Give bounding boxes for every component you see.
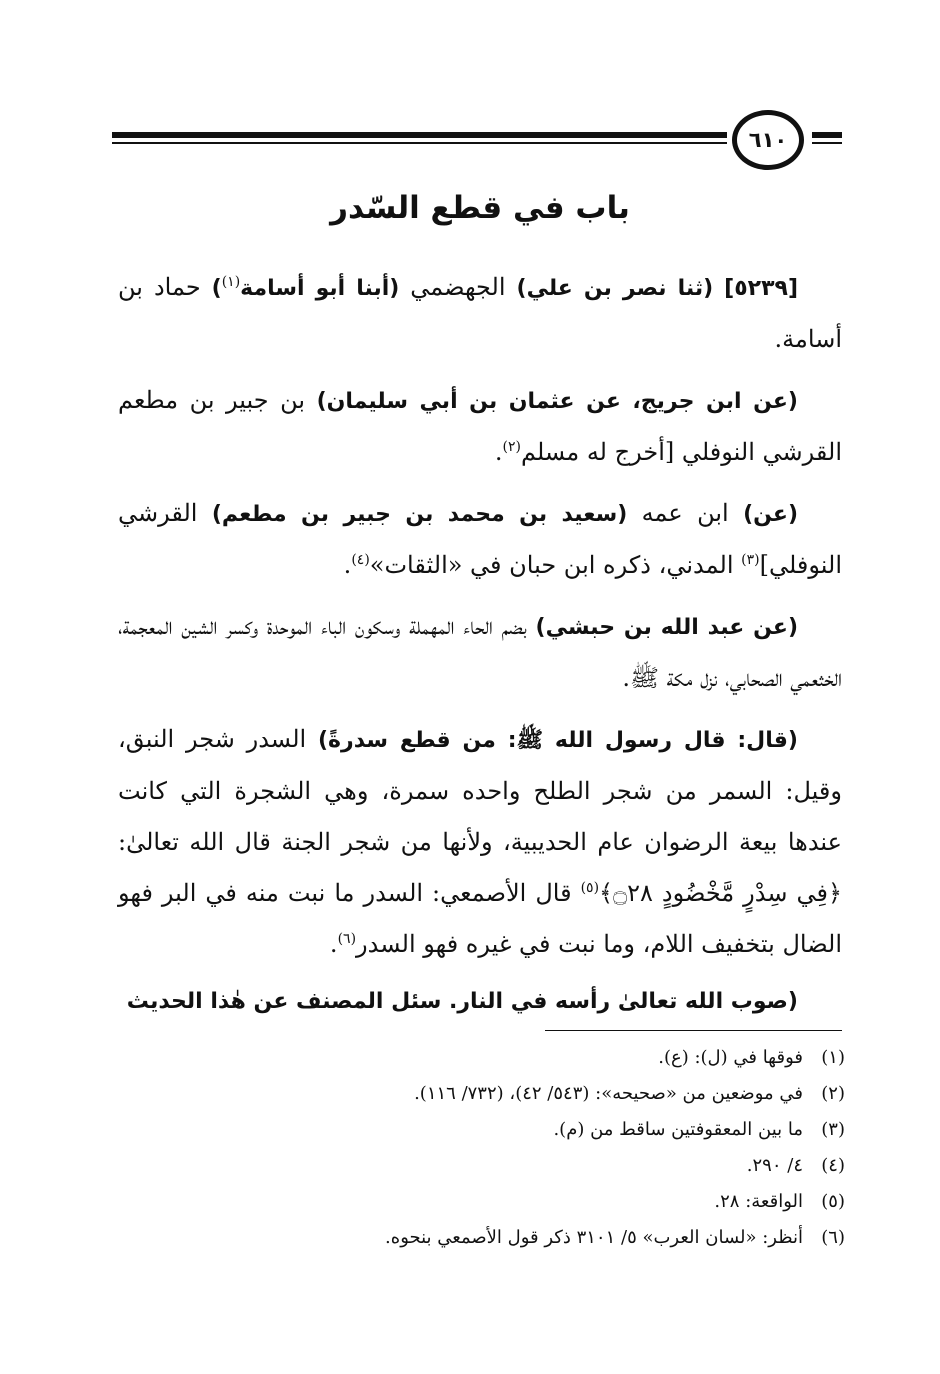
commentary-text: القرشي النوفلي] [118, 499, 842, 579]
footnote-number: (٣) [821, 1119, 845, 1140]
commentary-text: . [494, 438, 503, 466]
commentary-text: الجهضمي [399, 273, 517, 301]
commentary-text: حماد بن أسامة. [118, 273, 842, 353]
narrator-chain: (عن عبد الله بن حبشي) [535, 615, 799, 640]
footnotes-list [200, 1040, 845, 1256]
narrator-chain: (سعيد بن محمد بن جبير بن مطعم) [211, 502, 628, 527]
footnote-text: أنظر: «لسان العرب» ٥/ ٣١٠١ ذكر قول الأصمعي بنحوه. [385, 1227, 803, 1248]
narrator-chain: [٥٢٣٩] (ثنا نصر بن علي) [516, 276, 798, 301]
narrator-chain: ) [211, 276, 222, 301]
main-text [118, 262, 842, 1037]
footnote-ref: (٦) [337, 931, 357, 947]
commentary-text: . [329, 930, 338, 958]
footnote-ref: (١) [221, 274, 241, 290]
commentary-text: . [343, 551, 352, 579]
footnote-ref: (٣) [741, 552, 760, 568]
hadith-text: (قال: قال رسول الله ﷺ: من قطع سدرةً) [317, 728, 798, 753]
footnote-item [200, 1220, 845, 1256]
footnote-item [200, 1076, 845, 1112]
header-rule-right-thick [812, 132, 842, 138]
commentary-text: بضم الحاء المهملة وسكون الباء الموحدة وكسر الشين المعجمة، الخثعمي الصحابي، نزل مكة ﷺ. [118, 612, 842, 692]
footnote-text: الواقعة: ٢٨. [714, 1191, 803, 1212]
footnote-item [200, 1148, 845, 1184]
narrator-chain: (عن ابن جريج، عن عثمان بن أبي سليمان) [316, 389, 798, 414]
paragraph-5 [118, 714, 842, 970]
footnote-item [200, 1040, 845, 1076]
chapter-title: باب في قطع السّدر [330, 190, 630, 226]
paragraph-6 [118, 975, 842, 1027]
header-rule-right-thin [812, 142, 842, 144]
footnote-item [200, 1112, 845, 1148]
paragraph-2 [118, 375, 842, 478]
footnote-ref: (٢) [502, 439, 521, 455]
commentary-text: المدني، ذكره ابن حبان في «الثقات» [369, 551, 742, 579]
footnote-separator [545, 1030, 842, 1031]
footnote-number: (٦) [821, 1227, 845, 1248]
commentary-text: بن جبير بن مطعم القرشي النوفلي [أخرج له مسلم [118, 386, 842, 466]
commentary-text: ابن عمه [627, 499, 744, 527]
paragraph-4 [118, 601, 842, 704]
commentary-text: قال الأصمعي: السدر ما نبت منه في البر فهو الضال بتخفيف اللام، وما نبت في غيره فهو السدر [118, 879, 842, 958]
footnote-number: (٢) [821, 1083, 845, 1104]
narrator-chain: (أبنا أبو أسامة [240, 276, 400, 301]
footnote-number: (١) [821, 1047, 845, 1068]
footnote-text: ما بين المعقوفتين ساقط من (م). [553, 1119, 803, 1140]
footnote-text: في موضعين من «صحيحه»: (٥٤٣/ ٤٢)، (٧٣٢/ ١١٦). [414, 1083, 803, 1104]
paragraph-3 [118, 488, 842, 591]
header-rule-thin [112, 142, 727, 144]
footnote-text: ٤/ ٢٩٠. [746, 1155, 803, 1176]
page-number: ٦١٠ [732, 110, 804, 170]
narrator-chain: (عن) [743, 502, 799, 527]
hadith-text: (صوب الله تعالىٰ رأسه في النار. سئل المصنف عن هٰذا الحديث [126, 989, 798, 1014]
footnote-ref: (٤) [351, 552, 370, 568]
page-header [112, 110, 842, 170]
footnote-item [200, 1184, 845, 1220]
footnote-text: فوقها في (ل): (ع). [658, 1047, 803, 1068]
footnote-number: (٥) [821, 1191, 845, 1212]
footnote-ref: (٥) [580, 880, 600, 896]
footnote-number: (٤) [821, 1155, 845, 1176]
header-rule-thick [112, 132, 727, 138]
paragraph-1 [118, 262, 842, 365]
commentary-text: السدر شجر النبق، وقيل: السمر من شجر الطلح واحده سمرة، وهي الشجرة التي كانت عندها بيعة الرضوان عام الحديبية، ولأنها من شجر الجنة قال الله تعالىٰ: ﴿فِي سِدْرٍ مَّخْضُودٍ ۝٢٨﴾ [118, 725, 843, 907]
